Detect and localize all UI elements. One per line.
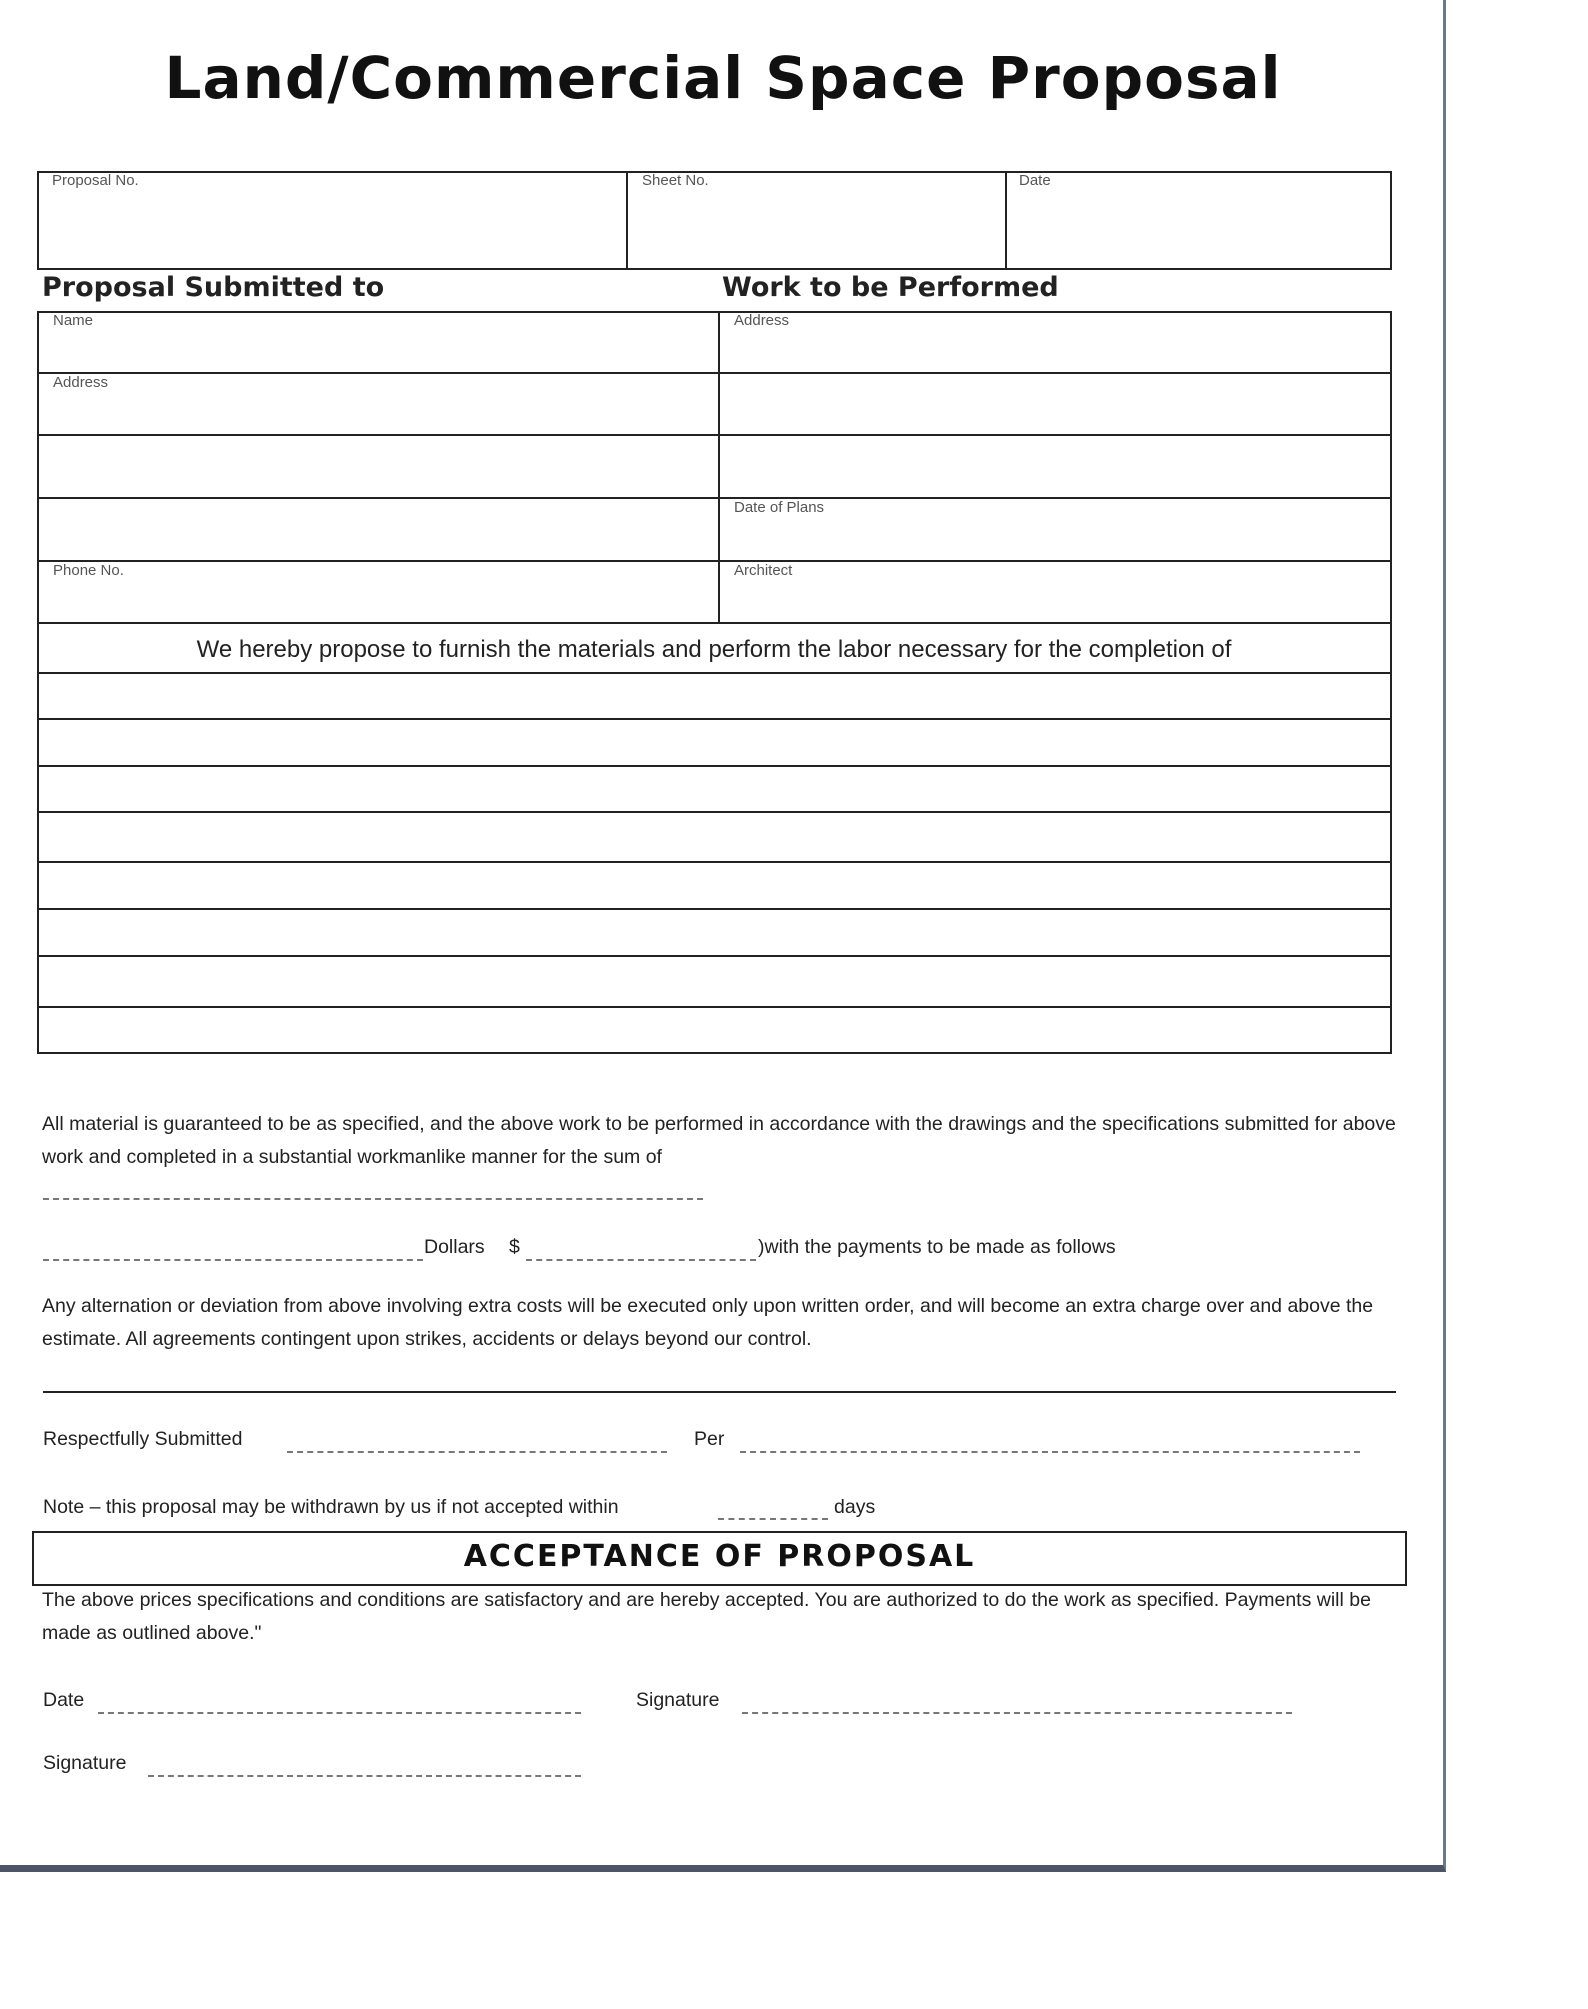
signature-label-1: Signature: [636, 1689, 720, 1711]
submitted-to-heading: Proposal Submitted to: [42, 272, 385, 303]
acceptance-date-fill[interactable]: [98, 1712, 581, 1714]
payments-text: )with the payments to be made as follows: [758, 1236, 1116, 1258]
respectfully-fill[interactable]: [287, 1451, 667, 1453]
date-of-plans-field[interactable]: Date of Plans: [734, 499, 825, 516]
acceptance-heading: ACCEPTANCE OF PROPOSAL: [32, 1531, 1407, 1586]
description-line: [37, 765, 1392, 767]
dollars-words-fill[interactable]: [43, 1259, 423, 1261]
acceptance-paragraph: The above prices specifications and conditions are satisfactory and are hereby accepted. You are authorized to do the work as specified. Payments will be made as outlined above.": [42, 1589, 1371, 1644]
row-rule: [37, 622, 1392, 624]
architect-field[interactable]: Architect: [734, 562, 793, 579]
proposal-no-field[interactable]: Proposal No.: [52, 172, 139, 189]
dollars-amount-fill[interactable]: [526, 1259, 756, 1261]
material-paragraph: All material is guaranteed to be as specified, and the above work to be performed in accordance with the drawings and the specifications submitted for above work and completed in a substantial workmanlike manner for the sum of: [42, 1113, 1396, 1168]
sheet-no-field[interactable]: Sheet No.: [642, 172, 709, 189]
phone-field[interactable]: Phone No.: [53, 562, 124, 579]
client-address-field[interactable]: Address: [53, 374, 109, 391]
header-divider-2: [1005, 171, 1007, 270]
description-line: [37, 718, 1392, 720]
days-label: days: [834, 1496, 876, 1518]
row-rule: [37, 497, 1392, 499]
sum-fill-line[interactable]: [43, 1198, 703, 1200]
date-field[interactable]: Date: [1019, 172, 1051, 189]
dollars-label: Dollars: [424, 1236, 485, 1258]
work-address-field[interactable]: Address: [734, 312, 790, 329]
per-label: Per: [694, 1428, 725, 1450]
row-rule: [37, 672, 1392, 674]
per-fill[interactable]: [740, 1451, 1360, 1453]
alteration-paragraph: Any alternation or deviation from above involving extra costs will be executed only upon written order, and will become an extra charge over and above the estimate. All agreements contingent upon strikes, accidents or delays beyond our control.: [42, 1295, 1374, 1350]
signature-fill-2[interactable]: [148, 1775, 581, 1777]
description-line: [37, 1006, 1392, 1008]
header-divider-1: [626, 171, 628, 270]
details-table: [37, 311, 1392, 1054]
header-row-box: [37, 171, 1392, 270]
description-line: [37, 811, 1392, 813]
details-column-divider: [718, 311, 720, 624]
acceptance-date-label: Date: [43, 1689, 85, 1711]
description-line: [37, 955, 1392, 957]
row-rule: [37, 560, 1392, 562]
description-line: [37, 861, 1392, 863]
page-title: Land/Commercial Space Proposal: [164, 44, 1282, 112]
signature-label-2: Signature: [43, 1752, 127, 1774]
days-fill[interactable]: [718, 1518, 828, 1520]
work-heading: Work to be Performed: [722, 272, 1059, 303]
description-line: [37, 908, 1392, 910]
dollar-sign: $: [509, 1236, 520, 1258]
row-rule: [37, 372, 1392, 374]
note-text: Note – this proposal may be withdrawn by us if not accepted within: [43, 1496, 619, 1518]
signature-fill-1[interactable]: [742, 1712, 1292, 1714]
respectfully-label: Respectfully Submitted: [43, 1428, 243, 1450]
section-divider: [43, 1391, 1396, 1393]
intro-text: We hereby propose to furnish the materials and perform the labor necessary for the completion of: [196, 636, 1232, 663]
row-rule: [37, 434, 1392, 436]
name-field[interactable]: Name: [53, 312, 94, 329]
